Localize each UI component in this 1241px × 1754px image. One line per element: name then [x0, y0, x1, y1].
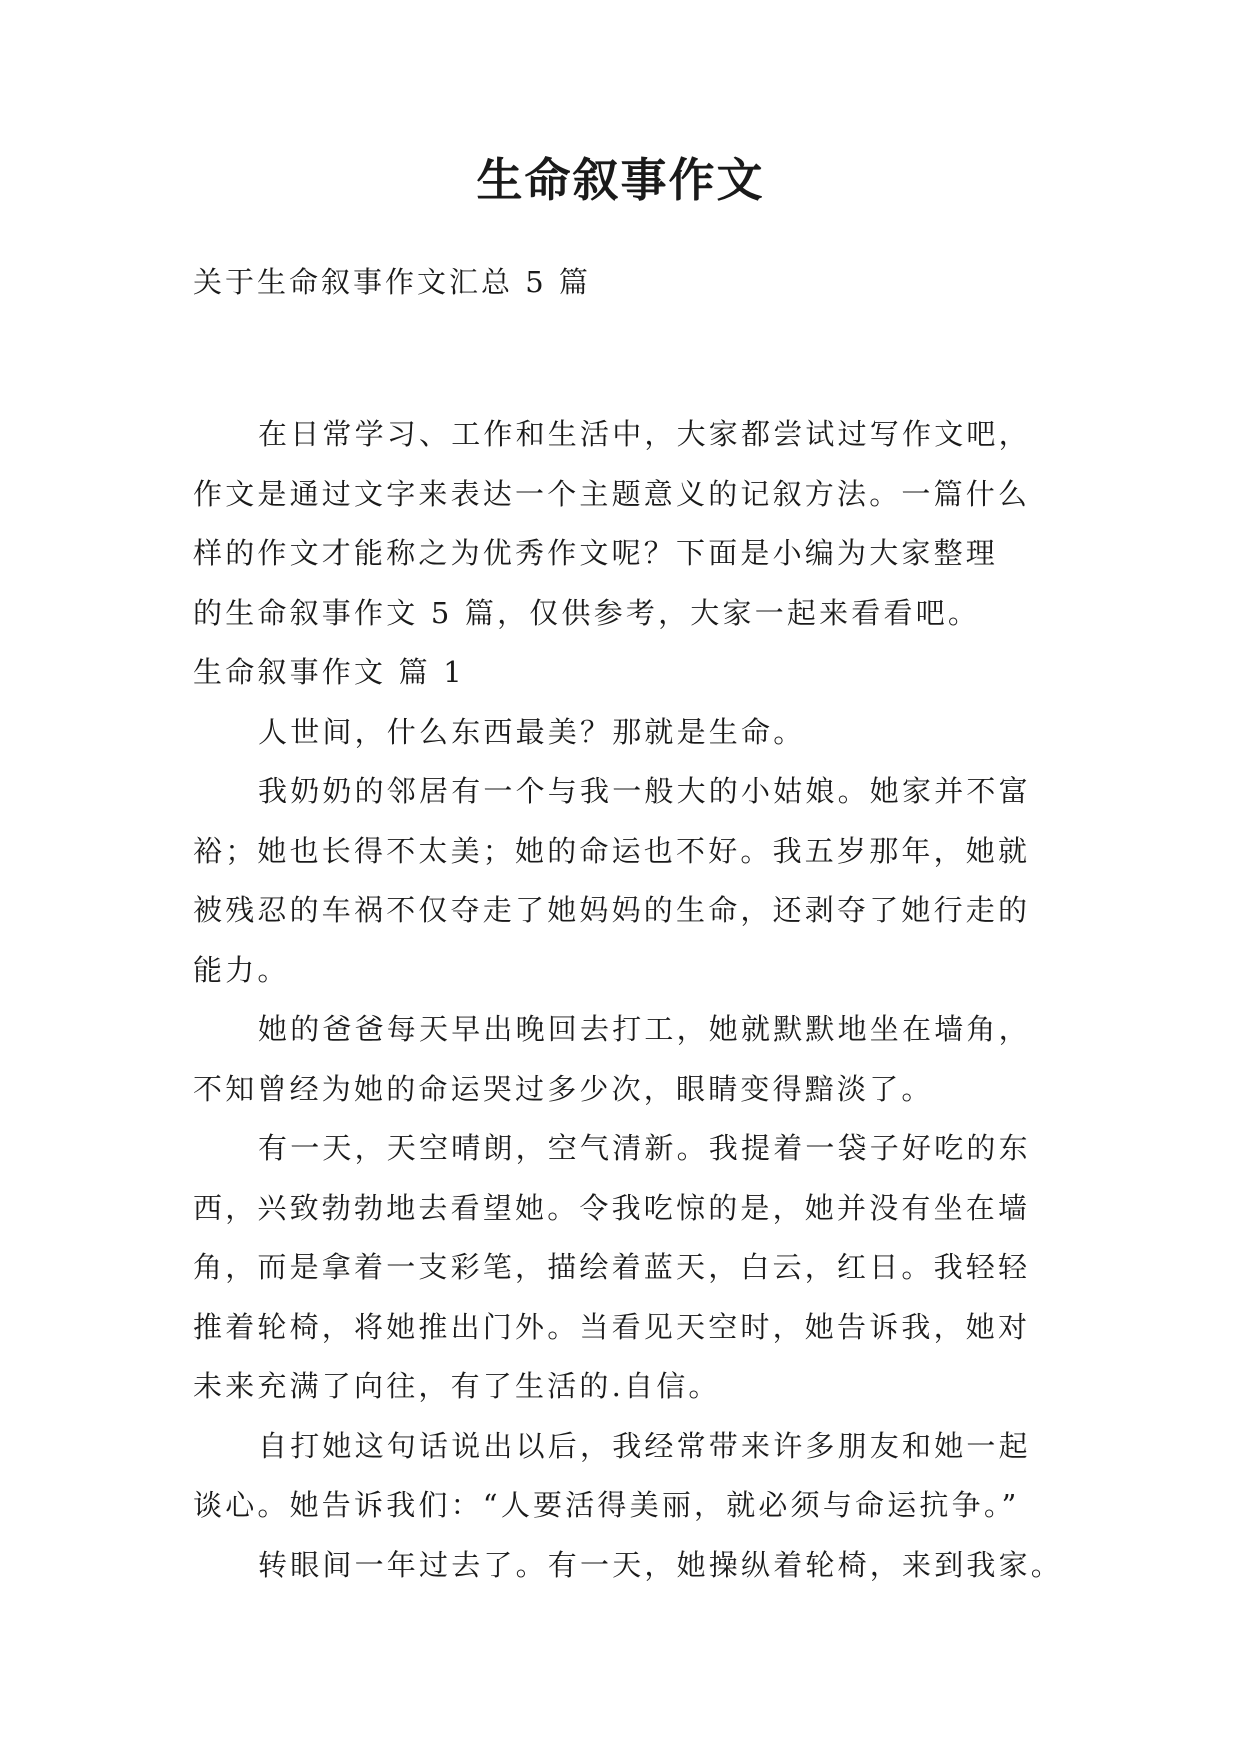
- text-line: 人世间，什么东西最美？那就是生命。: [258, 714, 806, 749]
- document-title: 生命叙事作文: [476, 153, 765, 207]
- text-line: 她的爸爸每天早出晚回去打工，她就默默地坐在墙角，: [258, 1012, 1031, 1046]
- text-line: 我奶奶的邻居有一个与我一般大的小姑娘。她家并不富: [258, 774, 1031, 808]
- text-line: 西，兴致勃勃地去看望她。令我吃惊的是，她并没有坐在墙: [193, 1190, 1031, 1225]
- document-body: [193, 405, 1063, 1595]
- text-line: 角，而是拿着一支彩笔，描绘着蓝天，白云，红日。我轻轻: [193, 1250, 1031, 1284]
- text-line: 裕；她也长得不太美；她的命运也不好。我五岁那年，她就: [193, 833, 1031, 868]
- text-line: 推着轮椅，将她推出门外。当看见天空时，她告诉我，她对: [193, 1309, 1031, 1344]
- text-line: 有一天，天空晴朗，空气清新。我提着一袋子好吃的东: [258, 1131, 1031, 1165]
- section-heading: 生命叙事作文 篇 1: [193, 655, 465, 689]
- text-line: 在日常学习、工作和生活中，大家都尝试过写作文吧，: [258, 417, 1031, 451]
- text-line: 不知曾经为她的命运哭过多少次，眼睛变得黯淡了。: [193, 1071, 934, 1106]
- text-line: 谈心。她告诉我们：“人要活得美丽，就必须与命运抗争。”: [193, 1488, 1020, 1522]
- text-line: 自打她这句话说出以后，我经常带来许多朋友和她一起: [258, 1428, 1031, 1463]
- text-line: 作文是通过文字来表达一个主题意义的记叙方法。一篇什么: [193, 476, 1031, 511]
- text-line: 被残忍的车祸不仅夺走了她妈妈的生命，还剥夺了她行走的: [193, 893, 1031, 927]
- document-subtitle: 关于生命叙事作文汇总 5 篇: [193, 265, 591, 299]
- text-line: 能力。: [193, 952, 290, 987]
- text-line: 转眼间一年过去了。有一天，她操纵着轮椅，来到我家。: [258, 1547, 1064, 1582]
- text-line: 样的作文才能称之为优秀作文呢？下面是小编为大家整理: [193, 536, 999, 570]
- text-line: 的生命叙事作文 5 篇，仅供参考，大家一起来看看吧。: [193, 595, 981, 630]
- text-line: 未来充满了向往，有了生活的.自信。: [193, 1369, 721, 1403]
